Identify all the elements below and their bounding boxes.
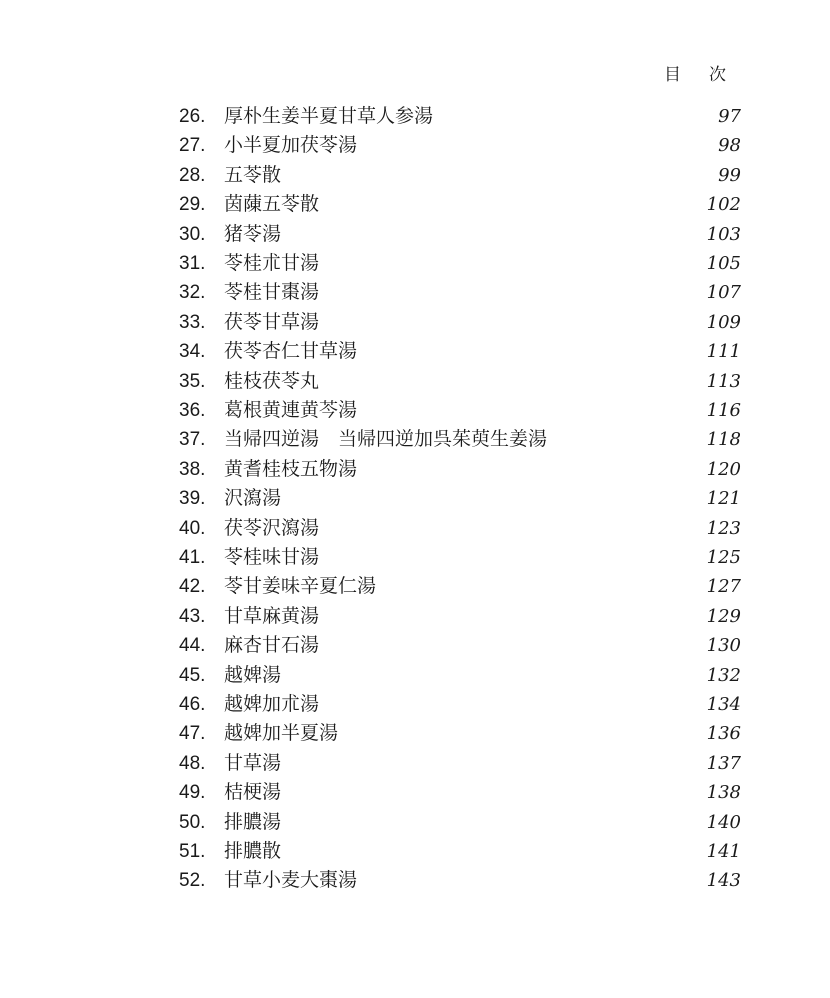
toc-entry-title: 排膿散 bbox=[224, 840, 282, 862]
toc-entry-title: 葛根黄連黄芩湯 bbox=[224, 399, 358, 421]
toc-entry-number: 28. bbox=[179, 164, 206, 186]
toc-entry-number: 37. bbox=[179, 429, 206, 451]
toc-entry-page-number: 107 bbox=[706, 282, 741, 304]
toc-entry bbox=[0, 543, 830, 572]
toc-entry-title: 苓桂甘棗湯 bbox=[224, 281, 320, 304]
toc-entry-title: 厚朴生姜半夏甘草人参湯 bbox=[224, 105, 434, 127]
toc-entry bbox=[0, 249, 830, 278]
toc-entry-number: 46. bbox=[179, 694, 206, 715]
toc-entry-number: 52. bbox=[179, 870, 206, 892]
page-header bbox=[664, 60, 726, 85]
toc-entry-title: 桂枝茯苓丸 bbox=[224, 369, 320, 392]
toc-entry bbox=[0, 455, 830, 484]
toc-entry-title: 桔梗湯 bbox=[224, 781, 282, 804]
toc-entry-title: 沢瀉湯 bbox=[224, 487, 282, 510]
toc-entry-title: 越婢湯 bbox=[224, 663, 282, 686]
toc-entry-page-number: 121 bbox=[706, 488, 741, 510]
toc-entry-number: 50. bbox=[179, 811, 206, 833]
toc-entry bbox=[0, 866, 830, 895]
toc-entry-title: 苓桂朮甘湯 bbox=[224, 252, 320, 274]
toc-entry-number: 38. bbox=[179, 458, 206, 480]
toc-entry bbox=[0, 808, 830, 837]
toc-entry bbox=[0, 484, 830, 513]
toc-entry-title: 甘草湯 bbox=[224, 751, 282, 774]
toc-entry-number: 29. bbox=[179, 194, 206, 216]
toc-entry bbox=[0, 602, 830, 631]
toc-entry-page-number: 97 bbox=[718, 106, 741, 127]
toc-entry bbox=[0, 514, 830, 543]
toc-entry-page-number: 99 bbox=[718, 164, 741, 186]
toc-entry bbox=[0, 661, 830, 690]
toc-entry-number: 26. bbox=[179, 106, 206, 127]
toc-entry-title: 苓甘姜味辛夏仁湯 bbox=[224, 575, 377, 598]
toc-entry-page-number: 103 bbox=[706, 223, 741, 245]
toc-entry-number: 49. bbox=[179, 782, 206, 804]
toc-entry-title: 排膿湯 bbox=[224, 810, 282, 833]
toc-entry-title: 甘草麻黄湯 bbox=[224, 604, 320, 627]
toc-entry-title: 茯苓杏仁甘草湯 bbox=[224, 340, 358, 363]
toc-entry-page-number: 118 bbox=[706, 429, 741, 451]
toc-entry-page-number: 127 bbox=[706, 576, 741, 598]
toc-entry-number: 39. bbox=[179, 488, 206, 510]
toc-entry-title: 小半夏加茯苓湯 bbox=[224, 134, 358, 157]
toc-entry-title: 茯苓沢瀉湯 bbox=[224, 516, 320, 539]
toc-entry-page-number: 141 bbox=[706, 841, 741, 862]
toc-entry-title: 甘草小麦大棗湯 bbox=[224, 869, 358, 892]
toc-entry bbox=[0, 778, 830, 807]
toc-entry-page-number: 123 bbox=[706, 517, 741, 539]
toc-entry-number: 33. bbox=[179, 311, 206, 333]
toc-entry bbox=[0, 425, 830, 454]
toc-entry-page-number: 132 bbox=[706, 664, 741, 686]
toc-entry bbox=[0, 837, 830, 866]
toc-entry-page-number: 143 bbox=[706, 870, 741, 892]
toc-entry bbox=[0, 690, 830, 719]
toc-entry-title: 苓桂味甘湯 bbox=[224, 546, 320, 568]
toc-entry-title: 茵蔯五苓散 bbox=[224, 193, 320, 216]
toc-entry-title: 五苓散 bbox=[224, 163, 282, 186]
toc-entry-title: 黄耆桂枝五物湯 bbox=[224, 457, 358, 480]
toc-entry bbox=[0, 719, 830, 748]
toc-entry-number: 31. bbox=[179, 253, 206, 274]
toc-entry-title: 越婢加朮湯 bbox=[224, 693, 320, 715]
toc-entry bbox=[0, 367, 830, 396]
toc-entry-page-number: 116 bbox=[706, 400, 741, 421]
toc-entry-number: 43. bbox=[179, 605, 206, 627]
toc-entry-number: 45. bbox=[179, 664, 206, 686]
toc-entry-number: 30. bbox=[179, 223, 206, 245]
toc-entry-number: 35. bbox=[179, 370, 206, 392]
toc-entry-title: 麻杏甘石湯 bbox=[224, 634, 320, 657]
toc-entry-page-number: 109 bbox=[706, 311, 741, 333]
toc-entry-number: 27. bbox=[179, 135, 206, 157]
toc-entry bbox=[0, 396, 830, 425]
toc-entry-number: 40. bbox=[179, 517, 206, 539]
header-char-2: 次 bbox=[709, 65, 726, 85]
toc-entry bbox=[0, 161, 830, 190]
toc-entry-page-number: 130 bbox=[706, 635, 741, 657]
toc-entry-title: 猪苓湯 bbox=[224, 222, 282, 245]
toc-entry-page-number: 129 bbox=[706, 605, 741, 627]
toc-entry bbox=[0, 190, 830, 219]
toc-entry-number: 36. bbox=[179, 400, 206, 421]
toc-entry-page-number: 140 bbox=[706, 811, 741, 833]
toc-entry-number: 44. bbox=[179, 635, 206, 657]
toc-entry-number: 34. bbox=[179, 341, 206, 363]
toc-entry-page-number: 125 bbox=[706, 547, 741, 568]
toc-entry-number: 32. bbox=[179, 282, 206, 304]
toc-entry bbox=[0, 220, 830, 249]
toc-entry-number: 48. bbox=[179, 752, 206, 774]
toc-entry-title: 茯苓甘草湯 bbox=[224, 310, 320, 333]
toc-entry-page-number: 102 bbox=[706, 194, 741, 216]
toc-entry-page-number: 137 bbox=[706, 752, 741, 774]
toc-entry-page-number: 120 bbox=[706, 458, 741, 480]
toc-entry-title: 当帰四逆湯 当帰四逆加呉茱萸生姜湯 bbox=[224, 428, 548, 451]
toc-entry bbox=[0, 308, 830, 337]
toc-entry-page-number: 134 bbox=[706, 694, 741, 715]
toc-entry-number: 41. bbox=[179, 547, 206, 568]
toc-entry bbox=[0, 631, 830, 660]
toc-entry-page-number: 105 bbox=[706, 253, 741, 274]
toc-entry-number: 47. bbox=[179, 723, 206, 745]
toc-entry-page-number: 113 bbox=[706, 370, 741, 392]
toc-entry bbox=[0, 102, 830, 131]
toc-entry bbox=[0, 131, 830, 160]
toc-entry bbox=[0, 749, 830, 778]
toc-entry-page-number: 98 bbox=[718, 135, 741, 157]
header-char-1: 目 bbox=[664, 65, 681, 85]
toc-entry-page-number: 111 bbox=[706, 341, 741, 363]
toc-entry bbox=[0, 278, 830, 307]
toc-entry bbox=[0, 337, 830, 366]
toc-entry-number: 51. bbox=[179, 841, 206, 862]
toc-entry-number: 42. bbox=[179, 576, 206, 598]
toc-entry-page-number: 136 bbox=[706, 723, 741, 745]
toc-entry-page-number: 138 bbox=[706, 782, 741, 804]
toc-entry bbox=[0, 572, 830, 601]
toc-entry-title: 越婢加半夏湯 bbox=[224, 722, 339, 745]
